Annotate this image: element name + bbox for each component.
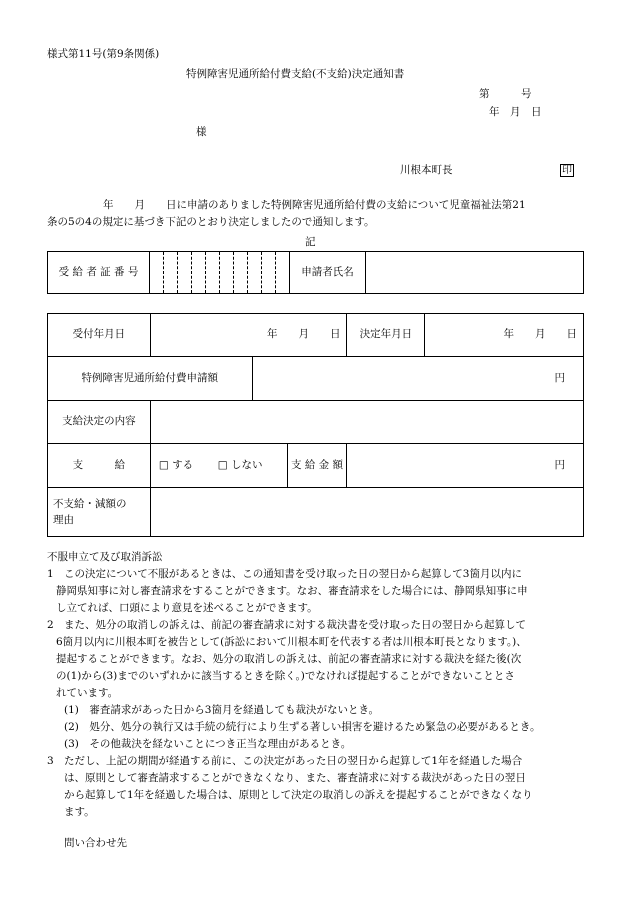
seal-mark xyxy=(560,164,574,178)
appeal-item2-sub2: (2) 処分、処分の執行又は手続の続行により生ずる著しい損害を避けるため緊急の必要があるとき。 xyxy=(64,721,541,733)
form-id: 様式第11号(第9条関係) xyxy=(47,48,160,60)
payment-option-cell xyxy=(150,444,287,488)
payment-yes-checkbox[interactable]: □ する xyxy=(158,458,194,471)
decision-date-label: 決定年月日 xyxy=(347,314,425,357)
recipient-number-digit-10[interactable] xyxy=(276,252,290,294)
applied-amount-field[interactable]: 円 xyxy=(252,357,583,401)
appeal-item2-line2: 6箇月以内に川根本町を被告として(訴訟において川根本町を代表する者は川根本町長となります。)、 xyxy=(56,636,527,648)
applied-amount-label: 特例障害児通所給付費申請額 xyxy=(48,357,253,401)
intro-text-line1: 年 月 日に申請のありました特例障害児通所給付費の支給について児童福祉法第21 xyxy=(103,199,526,211)
appeal-item3-number: 3 xyxy=(47,755,54,767)
payment-amount-field[interactable]: 円 xyxy=(347,444,584,488)
appeal-item2-sub3: (3) その他裁決を経ないことにつき正当な理由があるとき。 xyxy=(64,738,352,750)
recipient-number-digit-9[interactable] xyxy=(262,252,276,294)
received-date-label: 受付年月日 xyxy=(48,314,151,357)
addressee-suffix: 様 xyxy=(196,126,207,138)
appeal-item3-line1: ただし、上記の期間が経過する前に、この決定があった日の翌日から起算して1年を経過した場合 xyxy=(64,755,523,767)
applicant-name-field[interactable] xyxy=(366,252,584,294)
recipient-number-digit-8[interactable] xyxy=(248,252,262,294)
appeal-item3-line2: は、原則として審査請求することができなくなり、また、審査請求に対する裁決があった日の翌日 xyxy=(64,772,526,784)
appeal-item1-line3: し立てれば、口頭により意見を述べることができます。 xyxy=(56,602,318,614)
document-title: 特例障害児通所給付費支給(不支給)決定通知書 xyxy=(186,68,405,80)
appeal-item1-line2: 静岡県知事に対し審査請求をすることができます。なお、審査請求をした場合には、静岡県知事に申 xyxy=(56,585,528,597)
appeal-item1-number: 1 xyxy=(47,568,54,580)
appeal-item2-sub1: (1) 審査請求があった日から3箇月を経過しても裁決がないとき。 xyxy=(64,704,380,716)
ki-label: 記 xyxy=(305,236,316,248)
recipient-number-digit-4[interactable] xyxy=(192,252,206,294)
decision-content-field[interactable] xyxy=(150,401,583,444)
recipient-number-digit-7[interactable] xyxy=(234,252,248,294)
reason-label-line1: 不支給・減額の xyxy=(53,498,127,510)
appeal-item2-line5: れています。 xyxy=(56,687,119,699)
decision-content-label: 支給決定の内容 xyxy=(48,401,151,444)
appeal-item2-number: 2 xyxy=(47,619,54,631)
recipient-table xyxy=(47,251,584,294)
issuer-name: 川根本町長 xyxy=(400,164,453,176)
appeal-heading: 不服申立て及び取消訴訟 xyxy=(47,551,163,563)
recipient-number-label: 受 給 者 証 番 号 xyxy=(48,252,150,294)
recipient-number-digit-6[interactable] xyxy=(220,252,234,294)
document-number-label: 第 号 xyxy=(479,88,532,100)
decision-date-field[interactable]: 年 月 日 xyxy=(425,314,584,357)
payment-no-checkbox[interactable]: □ しない xyxy=(217,458,263,471)
received-date-field[interactable]: 年 月 日 xyxy=(150,314,347,357)
appeal-item2-line3: 提起することができます。なお、処分の取消しの訴えは、前記の審査請求に対する裁決を経た後(次 xyxy=(56,653,522,665)
appeal-item2-line1: また、処分の取消しの訴えは、前記の審査請求に対する裁決書を受け取った日の翌日から起算して xyxy=(64,619,526,631)
recipient-number-digit-2[interactable] xyxy=(164,252,178,294)
appeal-item3-line4: ます。 xyxy=(64,806,95,818)
reason-label-line2: 理由 xyxy=(53,514,74,526)
recipient-number-digit-3[interactable] xyxy=(178,252,192,294)
recipient-number-digit-1[interactable] xyxy=(150,252,164,294)
appeal-item3-line3: から起算して1年を経過した場合は、原則として決定の取消しの訴えを提起することができなくなり xyxy=(64,789,533,801)
issue-date-label: 年 月 日 xyxy=(489,106,542,118)
payment-label: 支 給 xyxy=(48,444,151,488)
recipient-number-digit-5[interactable] xyxy=(206,252,220,294)
decision-table xyxy=(47,313,584,537)
applicant-name-label: 申請者氏名 xyxy=(290,252,366,294)
reason-field[interactable] xyxy=(150,488,583,537)
appeal-item2-line4: の(1)から(3)までのいずれかに該当するときを除く。)でなければ提起することができないこととさ xyxy=(56,670,515,682)
payment-amount-label: 支 給 金 額 xyxy=(287,444,347,488)
reason-label xyxy=(48,488,151,537)
seal-text: 印 xyxy=(562,165,572,176)
appeal-item1-line1: この決定について不服があるときは、この通知書を受け取った日の翌日から起算して3箇月以内に xyxy=(64,568,522,580)
intro-text-line2: 条の5の4の規定に基づき下記のとおり決定しましたので通知します。 xyxy=(47,216,375,228)
contact-label: 問い合わせ先 xyxy=(64,837,127,849)
